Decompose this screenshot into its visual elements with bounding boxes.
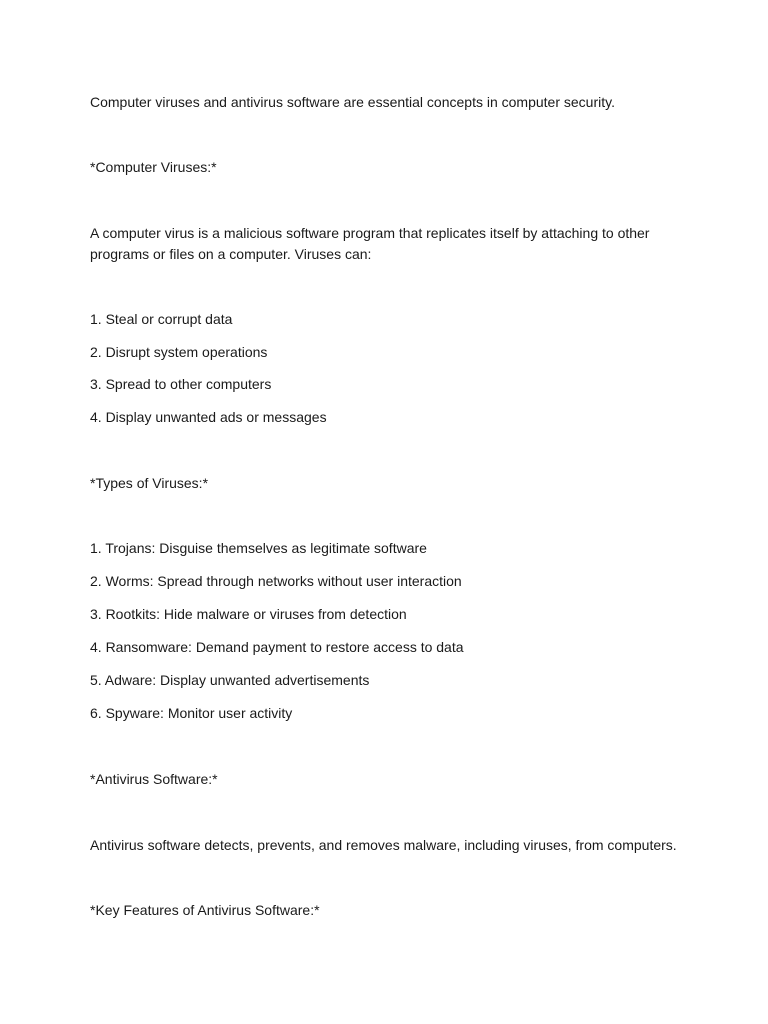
list-item: 1. Steal or corrupt data: [90, 311, 233, 327]
heading-types-of-viruses: *Types of Viruses:*: [90, 475, 209, 491]
list-item: 2. Disrupt system operations: [90, 344, 268, 360]
list-item: 3. Spread to other computers: [90, 376, 272, 392]
antivirus-definition-paragraph: Antivirus software detects, prevents, and removes malware, including viruses, from computers.: [90, 837, 677, 853]
list-item: 4. Ransomware: Demand payment to restore access to data: [90, 639, 464, 655]
list-item: 6. Spyware: Monitor user activity: [90, 705, 293, 721]
list-item: 2. Worms: Spread through networks without user interaction: [90, 573, 462, 589]
heading-computer-viruses: *Computer Viruses:*: [90, 159, 217, 175]
virus-definition-paragraph: A computer virus is a malicious software program that replicates itself by attaching to other programs or files on a computer. Viruses can:: [90, 225, 650, 262]
list-item: 3. Rootkits: Hide malware or viruses from detection: [90, 606, 407, 622]
list-item: 4. Display unwanted ads or messages: [90, 409, 327, 425]
list-item: 5. Adware: Display unwanted advertisements: [90, 672, 370, 688]
heading-key-features: *Key Features of Antivirus Software:*: [90, 902, 320, 918]
intro-paragraph: Computer viruses and antivirus software are essential concepts in computer security.: [90, 94, 615, 110]
list-item: 1. Trojans: Disguise themselves as legitimate software: [90, 540, 427, 556]
heading-antivirus-software: *Antivirus Software:*: [90, 771, 218, 787]
